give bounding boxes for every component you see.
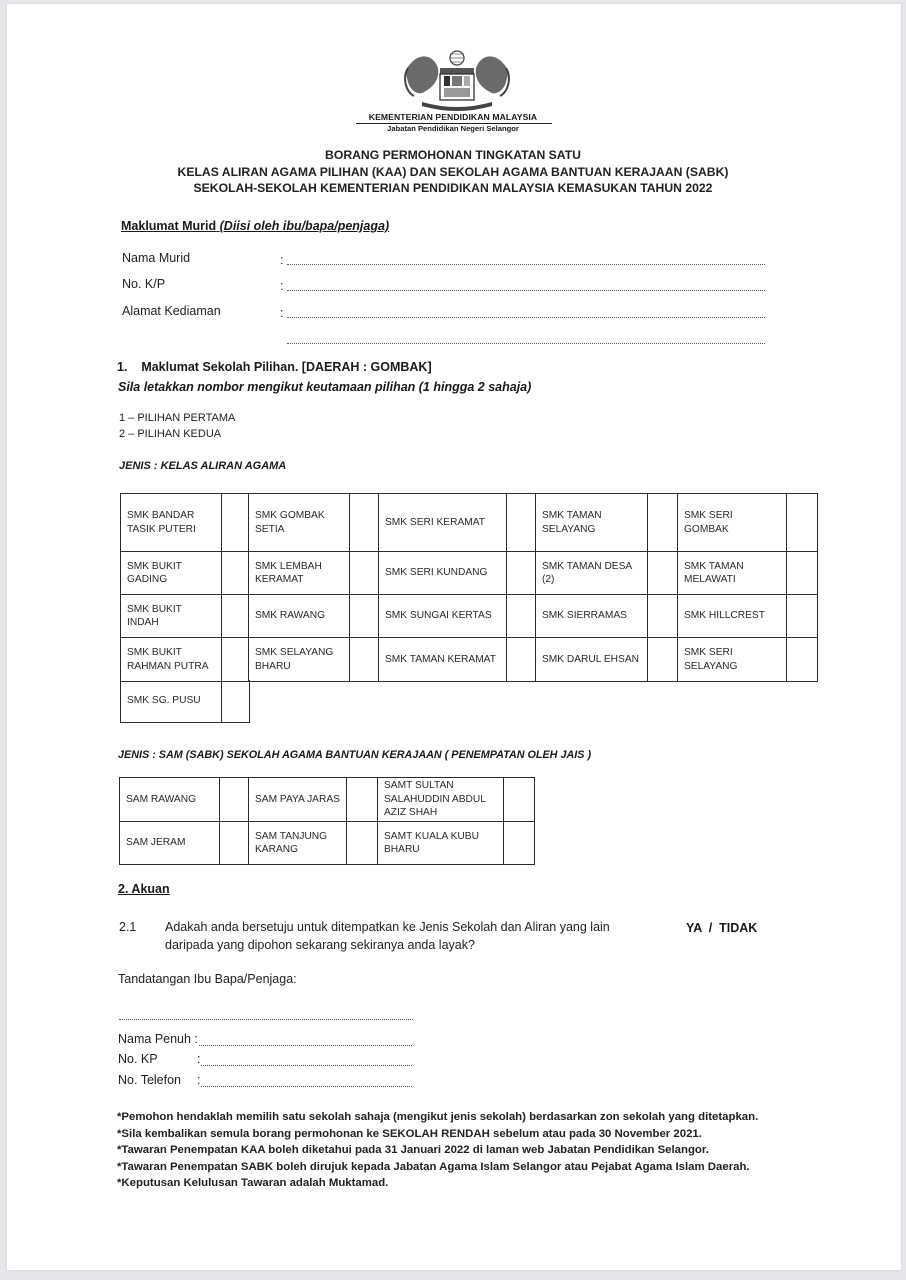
alamat-field-line-1[interactable] <box>287 317 765 318</box>
school-name: SMK SELAYANG BHARU <box>249 638 350 682</box>
school-name: SMK SERI KERAMAT <box>379 494 507 552</box>
school-name: SMK GOMBAK SETIA <box>249 494 350 552</box>
school-name: SMK SERI SELAYANG <box>678 638 787 682</box>
no-telefon-field[interactable] <box>201 1086 412 1087</box>
signature-label: Tandatangan Ibu Bapa/Penjaga: <box>118 972 297 986</box>
choice-box[interactable] <box>220 778 249 822</box>
malaysia-coat-of-arms-icon <box>402 48 512 114</box>
heading-note: (Diisi oleh ibu/bapa/penjaga) <box>219 219 390 233</box>
note-item: *Tawaran Penempatan SABK boleh dirujuk kepada Jabatan Agama Islam Selangor atau Pejabat Agama Islam Daerah. <box>117 1160 750 1173</box>
form-title <box>0 147 906 197</box>
choice-box[interactable] <box>350 494 379 552</box>
choice-box[interactable] <box>787 494 818 552</box>
sabk-type-label: JENIS : SAM (SABK) SEKOLAH AGAMA BANTUAN KERAJAAN ( PENEMPATAN OLEH JAIS ) <box>118 749 592 761</box>
school-name: SMK TAMAN MELAWATI <box>678 552 787 595</box>
choice-box[interactable] <box>350 595 379 638</box>
ya-tidak-options[interactable]: YA / TIDAK <box>686 921 758 935</box>
colon: : <box>197 1052 201 1066</box>
choice-box[interactable] <box>347 822 378 865</box>
school-name: SMK SUNGAI KERTAS <box>379 595 507 638</box>
label-nama-penuh: Nama Penuh : <box>118 1032 198 1046</box>
kaa-school-table-extra <box>120 680 250 723</box>
choice-1: 1 – PILIHAN PERTAMA <box>119 412 236 424</box>
school-name: SAM RAWANG <box>120 778 220 822</box>
school-name: SAMT KUALA KUBU BHARU <box>378 822 504 865</box>
choice-box[interactable] <box>648 595 678 638</box>
label-nama-murid: Nama Murid <box>122 251 191 265</box>
table-row <box>120 822 535 865</box>
title-line-3: SEKOLAH-SEKOLAH KEMENTERIAN PENDIDIKAN MALAYSIA KEMASUKAN TAHUN 2022 <box>193 181 713 195</box>
choice-box[interactable] <box>222 680 250 722</box>
nama-penuh-field[interactable] <box>199 1045 412 1046</box>
question-line-1: Adakah anda bersetuju untuk ditempatkan ke Jenis Sekolah dan Aliran yang lain <box>165 920 610 934</box>
choice-box[interactable] <box>787 595 818 638</box>
note-item: *Keputusan Kelulusan Tawaran adalah Muktamad. <box>117 1177 389 1189</box>
choice-box[interactable] <box>222 595 249 638</box>
school-name: SMK SG. PUSU <box>121 680 222 722</box>
table-row <box>121 680 250 722</box>
department-name: Jabatan Pendidikan Negeri Selangor <box>387 124 519 133</box>
section-1-heading: 1. Maklumat Sekolah Pilihan. [DAERAH : GOMBAK] <box>117 360 432 374</box>
student-info-heading <box>121 219 389 233</box>
sabk-school-table <box>119 777 535 865</box>
choice-box[interactable] <box>222 494 249 552</box>
colon: : <box>280 306 284 320</box>
school-name: SMK TAMAN KERAMAT <box>379 638 507 682</box>
school-name: SMK TAMAN SELAYANG <box>536 494 648 552</box>
school-name: SMK TAMAN DESA (2) <box>536 552 648 595</box>
heading-text: Maklumat Murid <box>121 219 217 233</box>
school-name: SAMT SULTAN SALAHUDDIN ABDUL AZIZ SHAH <box>378 778 504 822</box>
choice-box[interactable] <box>787 638 818 682</box>
colon: : <box>280 279 284 293</box>
school-name: SMK BANDAR TASIK PUTERI <box>121 494 222 552</box>
ministry-name: KEMENTERIAN PENDIDIKAN MALAYSIA <box>368 112 538 122</box>
school-name: SMK SERI KUNDANG <box>379 552 507 595</box>
choice-box[interactable] <box>507 494 536 552</box>
choice-box[interactable] <box>220 822 249 865</box>
school-name: SMK BUKIT GADING <box>121 552 222 595</box>
school-name: SMK LEMBAH KERAMAT <box>249 552 350 595</box>
notes-list <box>117 1109 758 1192</box>
choice-box[interactable] <box>504 778 535 822</box>
alamat-field-line-2[interactable] <box>287 343 765 344</box>
question-number: 2.1 <box>119 920 137 934</box>
no-kp-field[interactable] <box>287 290 765 291</box>
signature-field[interactable] <box>119 1019 413 1020</box>
table-row <box>121 638 818 682</box>
label-no-kp: No. K/P <box>122 277 166 291</box>
choice-box[interactable] <box>350 552 379 595</box>
choice-box[interactable] <box>507 638 536 682</box>
colon: : <box>280 253 284 267</box>
table-row <box>121 595 818 638</box>
school-name: SAM TANJUNG KARANG <box>249 822 347 865</box>
school-name: SMK BUKIT RAHMAN PUTRA <box>121 638 222 682</box>
section-2-heading: 2. Akuan <box>118 882 170 896</box>
kaa-school-table <box>120 493 818 682</box>
school-name: SAM PAYA JARAS <box>249 778 347 822</box>
choice-box[interactable] <box>787 552 818 595</box>
section-1-instruction: Sila letakkan nombor mengikut keutamaan pilihan (1 hingga 2 sahaja) <box>118 380 532 394</box>
choice-box[interactable] <box>347 778 378 822</box>
school-name: SMK DARUL EHSAN <box>536 638 648 682</box>
choice-box[interactable] <box>222 552 249 595</box>
choice-box[interactable] <box>648 638 678 682</box>
school-name: SAM JERAM <box>120 822 220 865</box>
table-row <box>120 778 535 822</box>
label-alamat: Alamat Kediaman <box>122 304 221 318</box>
school-name: SMK HILLCREST <box>678 595 787 638</box>
school-name: SMK SERI GOMBAK <box>678 494 787 552</box>
kaa-type-label: JENIS : KELAS ALIRAN AGAMA <box>119 460 287 472</box>
question-line-2: daripada yang dipohon sekarang sekiranya anda layak? <box>165 938 475 952</box>
school-name: SMK SIERRAMAS <box>536 595 648 638</box>
note-item: *Pemohon hendaklah memilih satu sekolah sahaja (mengikut jenis sekolah) berdasarkan zon sekolah yang ditetapkan. <box>117 1111 759 1123</box>
colon: : <box>197 1073 201 1087</box>
choice-box[interactable] <box>507 552 536 595</box>
choice-box[interactable] <box>504 822 535 865</box>
nama-murid-field[interactable] <box>287 264 765 265</box>
label-no-kp-parent: No. KP <box>118 1052 158 1066</box>
choice-box[interactable] <box>350 638 379 682</box>
choice-2: 2 – PILIHAN KEDUA <box>119 428 222 440</box>
note-item: *Sila kembalikan semula borang permohonan ke SEKOLAH RENDAH sebelum atau pada 30 November 2021. <box>117 1127 702 1140</box>
table-row <box>121 552 818 595</box>
title-line-2: KELAS ALIRAN AGAMA PILIHAN (KAA) DAN SEKOLAH AGAMA BANTUAN KERAJAAN (SABK) <box>177 164 729 179</box>
title-line-1: BORANG PERMOHONAN TINGKATAN SATU <box>325 148 581 162</box>
choice-box[interactable] <box>222 638 249 682</box>
school-name: SMK RAWANG <box>249 595 350 638</box>
choice-box[interactable] <box>507 595 536 638</box>
choice-box[interactable] <box>648 494 678 552</box>
school-name: SMK BUKIT INDAH <box>121 595 222 638</box>
no-kp-parent-field[interactable] <box>201 1065 412 1066</box>
table-row <box>121 494 818 552</box>
note-item: *Tawaran Penempatan KAA boleh diketahui pada 31 Januari 2022 di laman web Jabatan Pendidikan Selangor. <box>117 1144 709 1156</box>
choice-box[interactable] <box>648 552 678 595</box>
label-no-telefon: No. Telefon <box>118 1073 182 1087</box>
